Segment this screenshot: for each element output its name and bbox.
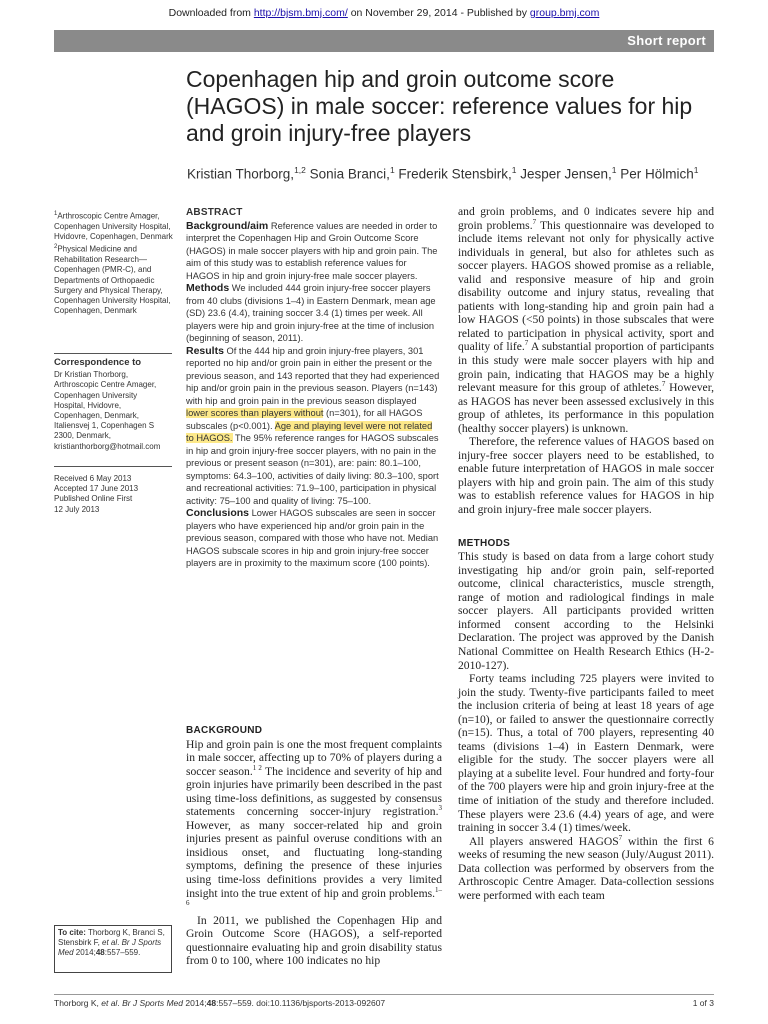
- section-label: Short report: [627, 33, 706, 48]
- reference[interactable]: 7: [532, 217, 537, 226]
- section-band: [54, 30, 714, 52]
- paragraph: This study is based on data from a large cohort study investigating hip and/or groin pain, self-reported outcome, clinical characteristics, muscle strength, range of motion and radiological findings in male soccer players. All participants provided written informed consent according to the Helsinki Declaration. The project was approved by the Danish National Committee on Health Research Ethics (H-2-2010-127).: [458, 550, 714, 672]
- abstract-aim: Background/aim Reference values are needed in order to interpret the Copenhagen Hip and Groin Outcome Score (HAGOS) in male soccer players with hip and groin pain. The aim of this study was to establish reference values for HAGOS in hip and groin injury-free male soccer players.: [186, 219, 438, 281]
- paragraph: Hip and groin pain is one the most frequent complaints in male soccer, affecting up to 70% of players during a soccer season.$^{1 2}$ The incidence and severity of hip and groin injuries have primarily been described in the past using time-loss definitions, as suggested by consensus statements concerning soccer-injury registration.$^3$ However, as many soccer-related hip and groin injuries present as painful overuse conditions with an insidious onset, and fluctuating long-standing symptoms, defining the presence of these injuries using time-loss definitions provides a very limited insight into the true extent of hip and groin problems.$^{1-6}$: [186, 737, 442, 908]
- divider: [54, 353, 172, 354]
- author: Kristian Thorborg,: [187, 166, 295, 182]
- affiliation-1: $^1$Arthroscopic Centre Amager, Copenhagen University Hospital, Hvidovre, Copenhagen, Denmark: [54, 211, 173, 242]
- paragraph: Forty teams including 725 players were invited to join the study. Twenty-five participants failed to meet the inclusion criteria of being at least 18 years of age (n=10), or failed to answer the questionnaire correctly (n=15). Thus, a total of 700 players, representing 40 teams (divisions 1–4) in Eastern Denmark, were eligible for the study. The soccer players were all playing at a subelite level. Four hundred and forty-four of the 700 players were hip and groin injury-free at the time of initiation of the study and therefore included. These players were 23.6 (4.4) years of age, and were training in soccer 3.4 (1) times/week.: [458, 672, 714, 835]
- reference[interactable]: 1–6: [186, 885, 442, 908]
- article-title: Copenhagen hip and groin outcome score (HAGOS) in male soccer: reference values for hip and groin injury-free players: [186, 66, 693, 146]
- correspondence: Correspondence to Dr Kristian Thorborg, Arthroscopic Centre Amager, Copenhagen University Hospital, Hvidovre, Copenhagen, Denmark, Italiensvej 1, Copenhagen S 2300, Denmark, kristianthorborg@hotmail.com: [54, 358, 176, 452]
- affiliation-2: $^2$Physical Medicine and Rehabilitation Research—Copenhagen (PMR-C), and Departments of Orthopaedic Surgery and Physical Therapy, Copenhagen University Hospital, Copenhagen, Denmark: [54, 244, 171, 316]
- article-dates: Received 6 May 2013 Accepted 17 June 2013 Published Online First 12 July 2013: [54, 474, 139, 514]
- background-heading: BACKGROUND: [186, 725, 263, 736]
- group-bmj-link[interactable]: group.bmj.com: [529, 7, 600, 19]
- correspondence-email[interactable]: kristianthorborg@hotmail.com: [54, 441, 161, 451]
- paragraph: and groin problems, and 0 indicates severe hip and groin problems.$^7$ This questionnaire was developed to include items relevant not only for physically active individuals in general, but also for athletes such as soccer players. HAGOS showed promise as a reliable, valid and responsive measure of hip and groin disability outcome and injury status, revealing that patients with long-standing hip and groin pain had a low HAGOS (<50 points) in those subscales that were related to participation in physical activity, sport and quality of life.$^7$ A substantial proportion of participants in this study were male soccer players with hip and groin pain, indicating that HAGOS may be a highly relevant measure for this group of athletes.$^7$ However, as HAGOS has never been assessed exclusively in this group of athletes, its performance in this population (healthy soccer players) is unknown.: [458, 205, 714, 435]
- highlight: lower scores than players without: [186, 408, 324, 418]
- paragraph: All players answered HAGOS$^7$ within the first 6 weeks of resuming the new season (July/August 2011). Data collection was performed by observers from the Arthroscopic Centre Amager. Data-collection sessions were performed with each team: [458, 833, 714, 902]
- reference[interactable]: 7: [524, 339, 529, 348]
- paragraph: Therefore, the reference values of HAGOS based on injury-free soccer players need to be established, to enable future interpretation of HAGOS in male soccer players with hip and groin pain. The aim of this study was to establish reference values for HAGOS in hip and groin injury-free male soccer players.: [458, 435, 714, 517]
- reference[interactable]: 7: [618, 833, 623, 842]
- author: Per Hölmich: [616, 166, 694, 182]
- abstract-results: Results Of the 444 hip and groin injury-free players, 301 reported no hip and/or groin pain in either the present or the previous season, and 143 reported that they had experienced hip and/or groin pain in the previous season. Players (n=143) with hip and groin pain in the previous season displayed lower scores than players without (n=301), for all HAGOS subscales (p<0.001). Age and playing level were not related to HAGOS. The 95% reference ranges for HAGOS subscales in hip and groin injury-free soccer players, with no pain in the previous or present season (n=301), are: pain: 80.1–100, symptoms: 64.3–100, activities of daily living: 80.3–100, sport and recreational activities: 71.9–100, participation in physical activity: 75–100 and quality of living: 75–100.: [186, 344, 440, 506]
- download-notice: Downloaded from http://bjsm.bmj.com/ on November 29, 2014 - Published by group.bmj.com: [168, 7, 600, 19]
- author-list: Kristian Thorborg,$^{1,2}$ Sonia Branci,$^1$ Frederik Stensbirk,$^1$ Jesper Jensen,$^1$ Per Hölmich$^1$: [187, 165, 699, 182]
- correspondence-heading: Correspondence to: [54, 357, 142, 368]
- page-footer: Thorborg K, et al. Br J Sports Med 2014;48:557–559. doi:10.1136/bjsports-2013-092607 1 of 3: [54, 998, 714, 1008]
- reference[interactable]: 7: [661, 380, 666, 389]
- abstract: [186, 207, 440, 570]
- abstract-methods: Methods We included 444 groin injury-free soccer players from 40 clubs (divisions 1–4) in Eastern Denmark, mean age (SD) 23.6 (4.4), training soccer 3.4 (1) times per week. All players were hip and groin injury-free at the time of inclusion (beginning of season, 2011).: [186, 282, 436, 343]
- author: Jesper Jensen,: [516, 166, 612, 182]
- paragraph: In 2011, we published the Copenhagen Hip and Groin Outcome Score (HAGOS), a self-reported questionnaire evaluating hip and groin disability status from 0 to 100, where 100 indicates no hip: [186, 913, 442, 968]
- reference[interactable]: 1 2: [252, 763, 262, 772]
- author: Sonia Branci,: [305, 166, 390, 182]
- author: Frederik Stensbirk,: [394, 166, 512, 182]
- methods-heading: METHODS: [458, 537, 511, 549]
- right-column: [458, 205, 714, 902]
- bjsm-link[interactable]: http://bjsm.bmj.com/: [253, 7, 348, 19]
- highlight: Age and playing level were not related to HAGOS.: [186, 420, 433, 443]
- page-number: 1 of 3: [692, 998, 714, 1008]
- abstract-heading: ABSTRACT: [186, 207, 243, 218]
- divider: [54, 466, 172, 467]
- footer-rule: [54, 994, 714, 995]
- affiliations: [54, 209, 176, 316]
- background-section: [186, 724, 442, 968]
- reference[interactable]: 3: [438, 804, 442, 813]
- citation-box: To cite: Thorborg K, Branci S, Stensbirk F, et al. Br J Sports Med 2014;48:557–559.: [54, 925, 172, 973]
- abstract-conclusions: Conclusions Lower HAGOS subscales are seen in soccer players who have experienced hip and/or groin pain in the previous season, compared with those who have not. Median HAGOS subscale scores in hip and groin injury-free soccer players are in proximity to the maximum score (100 points).: [186, 507, 439, 568]
